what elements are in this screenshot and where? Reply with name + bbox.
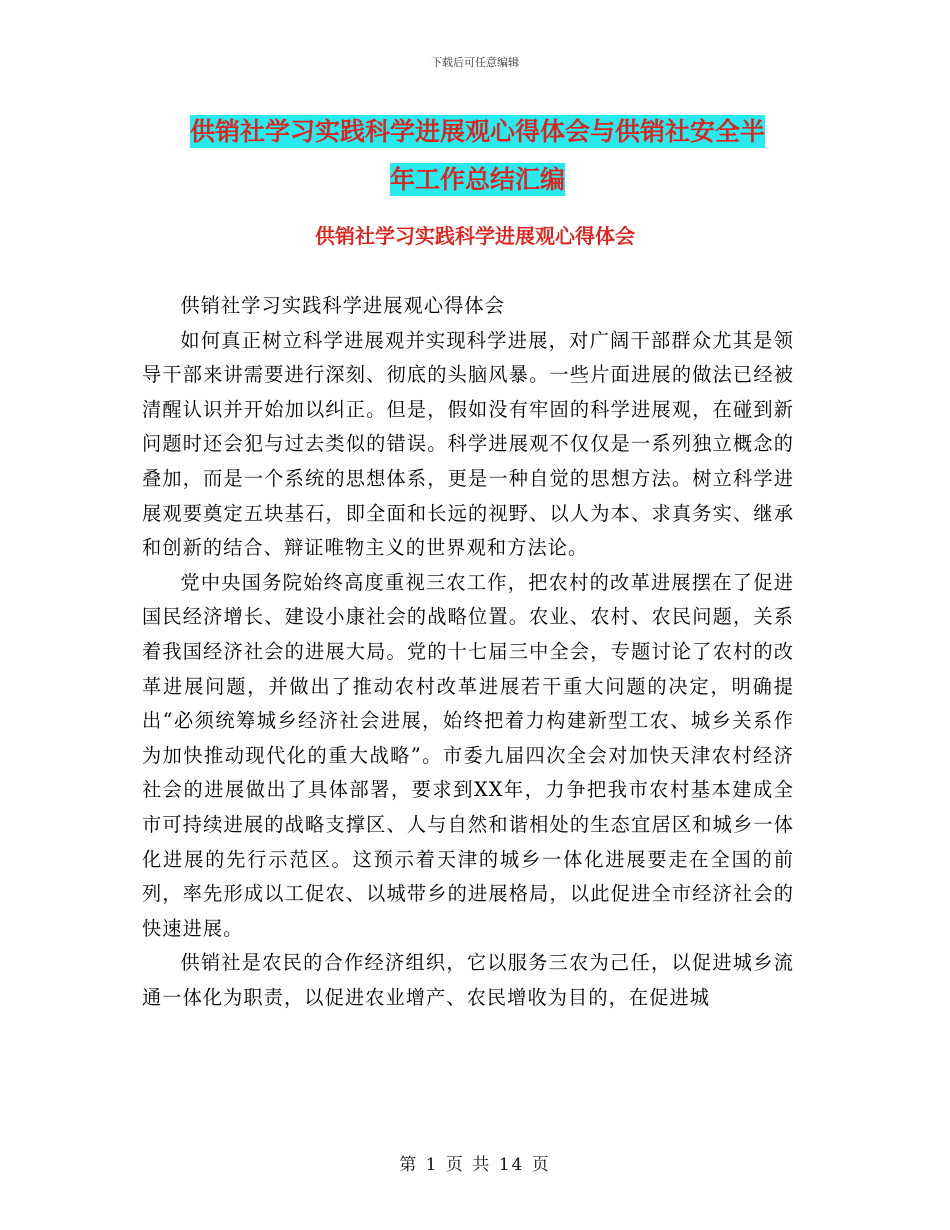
header-note: 下载后可任意编辑 (431, 56, 519, 69)
page-number-footer: 第 1 页 共 14 页 (399, 1155, 551, 1175)
section-title: 供销社学习实践科学进展观心得体会 (315, 224, 635, 248)
body-text (142, 289, 794, 1015)
paragraph: 如何真正树立科学进展观并实现科学进展，对广阔干部群众尤其是领导干部来讲需要进行深刻、彻底的头脑风暴。一些片面进展的做法已经被清醒认识并开始加以纠正。但是，假如没有牢固的科学进展观，在碰到新问题时还会犯与过去类似的错误。科学进展观不仅仅是一系列独立概念的叠加，而是一个系统的思想体系，更是一种自觉的思想方法。树立科学进展观要奠定五块基石，即全面和长远的视野、以人为本、求真务实、继承和创新的结合、辩证唯物主义的世界观和方法论。 (142, 328, 794, 560)
paragraph: 供销社是农民的合作经济组织，它以服务三农为己任，以促进城乡流通一体化为职责，以促进农业增产、农民增收为目的，在促进城 (142, 951, 794, 1009)
title-line-1: 供销社学习实践科学进展观心得体会与供销社安全半 (189, 117, 765, 146)
title-line-2: 年工作总结汇编 (389, 165, 565, 194)
paragraph-subtitle: 供销社学习实践科学进展观心得体会 (180, 294, 505, 317)
paragraph: 党中央国务院始终高度重视三农工作，把农村的改革进展摆在了促进国民经济增长、建设小康社会的战略位置。农业、农村、农民问题，关系着我国经济社会的进展大局。党的十七届三中全会，专题讨论了农村的改革进展问题，并做出了推动农村改革进展若干重大问题的决定，明确提出“必须统筹城乡经济社会进展，始终把着力构建新型工农、城乡关系作为加快推动现代化的重大战略”。市委九届四次全会对加快天津农村经济社会的进展做出了具体部署，要求到XX年，力争把我市农村基本建成全市可持续进展的战略支撑区、人与自然和谐相处的生态宜居区和城乡一体化进展的先行示范区。这预示着天津的城乡一体化进展要走在全国的前列，率先形成以工促农、以城带乡的进展格局，以此促进全市经济社会的快速进展。 (142, 570, 794, 940)
document-title (145, 108, 810, 204)
